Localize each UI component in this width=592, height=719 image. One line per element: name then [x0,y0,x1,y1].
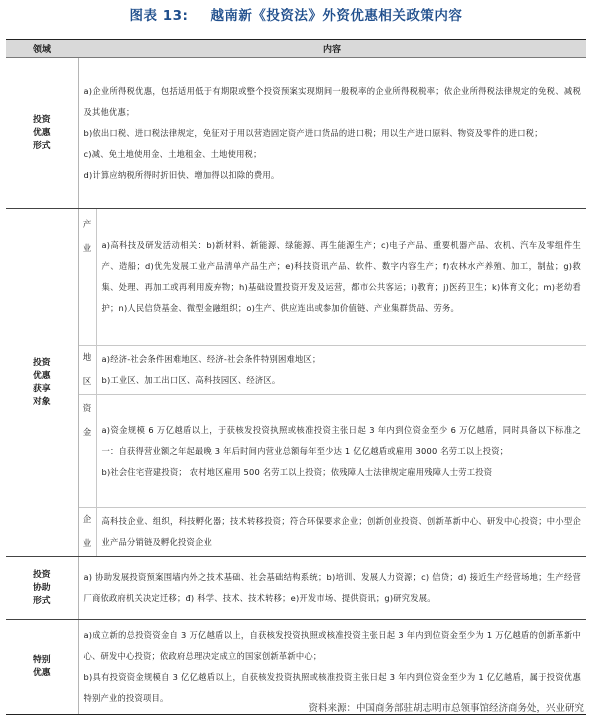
content-cell [96,508,586,557]
content-cell [96,346,586,395]
content-line: d)计算应纳税所得时折旧快、增加得以扣除的费用。 [83,169,280,180]
content-cell [78,557,586,620]
table-header-row [6,40,586,58]
table-row-eligible-objects-enterprise [6,508,586,557]
sub-label-enterprise: 企 业 [78,508,96,557]
content-line: b)具有投资资金规模自 3 亿亿越盾以上，自获核发投资执照或核准投资主张日起 3 年内到位资金至少为 1 亿亿越盾，属于投资优惠特别产业的投资项目。 [83,672,581,703]
table-row-investment-incentive-forms [6,58,586,209]
figure-title [0,4,592,24]
content-line: a)经济-社会条件困难地区、经济-社会条件特别困难地区； [101,354,321,364]
domain-cell: 投资 协助 形式 [6,557,78,620]
table-row-investment-assistance-forms [6,557,586,620]
header-domain: 领域 [6,40,78,58]
content-line: a)资金规模 6 万亿越盾以上，于获核发投资执照或核准投资主张日起 3 年内到位资金至少 6 万亿越盾，同时具备以下标准之一：自获得营业额之年起最晚 3 年后时间内营业总额每年至少达 1 亿亿越盾或雇用 3000 名劳工以上投资； [101,424,581,456]
content-line: b)社会住宅营建投资； 农村地区雇用 500 名劳工以上投资；依残障人士法律规定雇用残障人士劳工投资 [101,466,493,477]
figure-number: 图表 13: [129,8,189,24]
content-cell [96,395,586,508]
domain-cell: 投资 优惠 获享 对象 [6,209,78,557]
policy-table [6,39,586,715]
header-content: 内容 [78,40,586,58]
sub-label-capital: 资 金 [78,395,96,508]
table-row-eligible-objects-region [6,346,586,395]
figure-title-text: 越南新《投资法》外资优惠相关政策内容 [210,8,463,24]
content-line: a)企业所得税优惠，包括适用低于有期限或整个投资预案实现期间一般税率的企业所得税税率；依企业所得税法律规定的免税、减税及其他优惠； [83,85,581,117]
source-note: 资料来源：中国商务部驻胡志明市总领事馆经济商务处，兴业研究 [308,703,584,714]
content-cell [96,209,586,346]
domain-cell: 投资 优惠 形式 [6,58,78,209]
content-line: a) 协助发展投资预案围墙内外之技术基础、社会基础结构系统；b)培训、发展人力资源；c) 信贷；d) 接近生产经营场地；生产经营厂商依政府机关决定迁移；đ) 科学、技术、技术转移；e)开发市场、提供资讯；g)研究发展。 [83,572,581,603]
sub-label-industry: 产 业 [78,209,96,346]
table-row-eligible-objects-industry [6,209,586,346]
content-line: a)高科技及研发活动相关：b)新材料、新能源、绿能源、再生能源生产；c)电子产品、重要机器产品、农机、汽车及零组件生产、造船；d)优先发展工业产品清单产品生产；e)科技资讯产品、软件、数字内容生产；f)农林水产养殖、加工，制盐；g)救集、处理、再加工或再利用废弃物；h)基础设置投资开发及运营，都市公共客运；i)教育；j)医药卫生；k)体育文化；m)老幼看护；n)人民信贷基金、微型金融组织；o)生产、供应连出或参加价值链、产业集群货品、劳务。 [101,240,581,313]
content-cell [78,58,586,209]
content-line: b)依出口税、进口税法律规定，免征对于用以营造固定资产进口货品的进口税；用以生产进口原料、物资及零件的进口税； [83,127,543,138]
content-line: a)成立新的总投资资金自 3 万亿越盾以上，自获核发投资执照或核准投资主张日起 3 年内到位资金至少为 1 万亿越盾的创新革新中心、研发中心投资；依政府总理决定成立的国家创新革新中心； [83,630,581,661]
domain-cell: 特别 优惠 [6,620,78,715]
sub-label-region: 地 区 [78,346,96,395]
content-line: b)工业区、加工出口区、高科技园区、经济区。 [101,375,281,385]
content-line: c)减、免土地使用金、土地租金、土地使用税； [83,148,262,159]
table-row-eligible-objects-capital [6,395,586,508]
content-line: 高科技企业、组织，科技孵化器；技术转移投资；符合环保要求企业；创新创业投资、创新革新中心、研发中心投资；中小型企业产品分销链及孵化投资企业 [101,516,581,547]
